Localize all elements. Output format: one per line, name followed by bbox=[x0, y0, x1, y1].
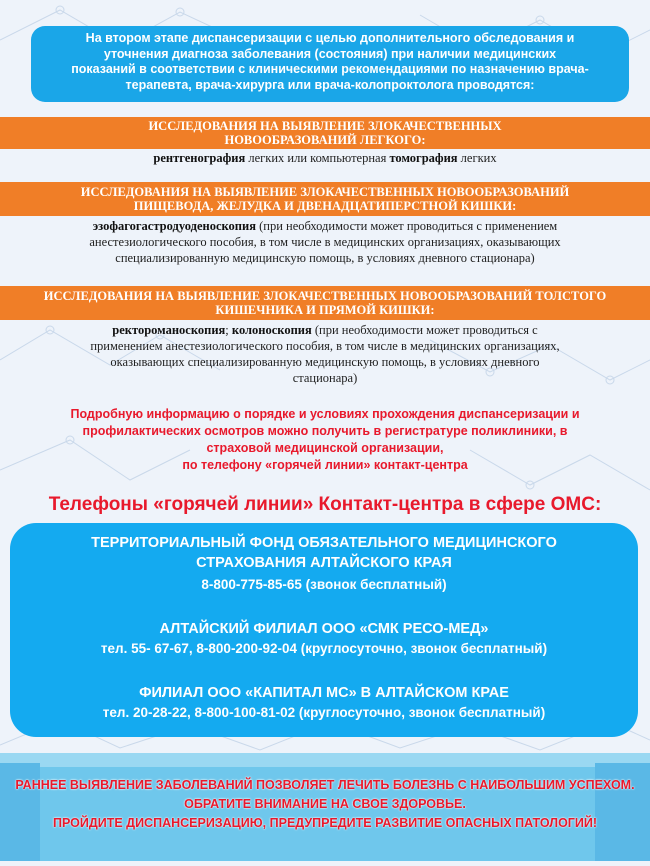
intro-line: терапевта, врача-хирурга или врача-колопроктолога проводятся: bbox=[125, 77, 535, 92]
contact-org: ТЕРРИТОРИАЛЬНЫЙ ФОНД ОБЯЗАТЕЛЬНОГО МЕДИЦИНСКОГО bbox=[91, 535, 557, 551]
exam-line: анестезиологического пособия, в том числе в медицинских организациях, оказывающих bbox=[89, 235, 561, 249]
exam-line: специализированную медицинскую помощь, в условиях дневного стационара) bbox=[115, 251, 535, 265]
exam-name: эзофагогастродуоденоскопия bbox=[92, 219, 256, 233]
contact-phone[interactable]: тел. 55- 67-67, 8-800-200-92-04 (круглосуточно, звонок бесплатный) bbox=[100, 641, 548, 656]
exam-text: (при необходимости может проводиться с применением bbox=[255, 219, 558, 233]
footer-line: ПРОЙДИТЕ ДИСПАНСЕРИЗАЦИЮ, ПРЕДУПРЕДИТЕ РАЗВИТИЕ ОПАСНЫХ ПАТОЛОГИЙ! bbox=[52, 816, 598, 830]
footer-line: ОБРАТИТЕ ВНИМАНИЕ НА СВОЕ ЗДОРОВЬЕ. bbox=[184, 797, 466, 811]
info-line: страховой медицинской организации, bbox=[206, 441, 444, 455]
intro-line: уточнения диагноза заболевания (состояния) при наличии медицинских bbox=[103, 46, 557, 61]
section-body-lung bbox=[20, 150, 630, 166]
exam-name: рентгенография bbox=[153, 151, 246, 165]
info-line: по телефону «горячей линии» контакт-центра bbox=[182, 458, 468, 472]
section-header-line: НОВООБРАЗОВАНИЙ ЛЕГКОГО: bbox=[224, 133, 426, 147]
section-header-esophagus bbox=[0, 182, 650, 216]
intro-panel bbox=[31, 26, 629, 102]
exam-text: легких или компьютерная bbox=[245, 151, 390, 165]
footer-line: РАННЕЕ ВЫЯВЛЕНИЕ ЗАБОЛЕВАНИЙ ПОЗВОЛЯЕТ ЛЕЧИТЬ БОЛЕЗНЬ С НАИБОЛЬШИМ УСПЕХОМ. bbox=[15, 778, 635, 792]
contact-phone[interactable]: тел. 20-28-22, 8-800-100-81-02 (круглосуточно, звонок бесплатный) bbox=[102, 705, 546, 720]
exam-line: применением анестезиологического пособия, в том числе в медицинских организациях, bbox=[90, 339, 560, 353]
section-body-esophagus bbox=[20, 218, 630, 266]
contact-phone[interactable]: 8-800-775-85-65 (звонок бесплатный) bbox=[201, 577, 447, 592]
contact-org: СТРАХОВАНИЯ АЛТАЙСКОГО КРАЯ bbox=[196, 555, 452, 571]
info-line: Подробную информацию о порядке и условиях прохождения диспансеризации и bbox=[70, 407, 580, 421]
section-header-line: ПИЩЕВОДА, ЖЕЛУДКА И ДВЕНАДЦАТИПЕРСТНОЙ КИШКИ: bbox=[133, 199, 517, 213]
section-header-lung bbox=[0, 117, 650, 149]
exam-line: стационара) bbox=[292, 371, 358, 385]
contact-org: АЛТАЙСКИЙ ФИЛИАЛ ООО «СМК РЕСО-МЕД» bbox=[159, 621, 489, 637]
contact-kapital-ms bbox=[10, 683, 638, 723]
exam-name: ректороманоскопия bbox=[112, 323, 226, 337]
intro-line: На втором этапе диспансеризации с целью дополнительного обследования и bbox=[85, 31, 575, 45]
section-header-colon bbox=[0, 286, 650, 320]
hotline-title: Телефоны «горячей линии» Контакт-центра в сфере ОМС: bbox=[48, 494, 602, 515]
contact-reso-med bbox=[10, 619, 638, 659]
contact-tfoms bbox=[10, 533, 638, 595]
section-body-colon bbox=[20, 322, 630, 386]
exam-name: колоноскопия bbox=[231, 323, 312, 337]
section-header-line: ИССЛЕДОВАНИЯ НА ВЫЯВЛЕНИЕ ЗЛОКАЧЕСТВЕННЫХ НОВООБРАЗОВАНИЙ ТОЛСТОГО bbox=[43, 289, 607, 303]
section-header-line: ИССЛЕДОВАНИЯ НА ВЫЯВЛЕНИЕ ЗЛОКАЧЕСТВЕННЫХ bbox=[148, 119, 502, 133]
section-header-line: ИССЛЕДОВАНИЯ НА ВЫЯВЛЕНИЕ ЗЛОКАЧЕСТВЕННЫХ НОВООБРАЗОВАНИЙ bbox=[80, 185, 570, 199]
exam-line: оказывающих специализированную медицинскую помощь, в условиях дневного bbox=[110, 355, 540, 369]
exam-text: ; bbox=[225, 323, 232, 337]
contact-org: ФИЛИАЛ ООО «КАПИТАЛ МС» В АЛТАЙСКОМ КРАЕ bbox=[139, 685, 509, 701]
footer-text bbox=[0, 776, 650, 833]
contacts-panel bbox=[10, 523, 638, 737]
info-line: профилактических осмотров можно получить в регистратуре поликлиники, в bbox=[82, 424, 568, 438]
exam-text: легких bbox=[457, 151, 497, 165]
section-header-line: КИШЕЧНИКА И ПРЯМОЙ КИШКИ: bbox=[215, 303, 435, 317]
exam-name: томография bbox=[389, 151, 458, 165]
exam-text: (при необходимости может проводиться с bbox=[311, 323, 538, 337]
intro-line: показаний в соответствии с клиническими рекомендациями по назначению врача- bbox=[71, 62, 589, 76]
info-text bbox=[20, 406, 630, 474]
